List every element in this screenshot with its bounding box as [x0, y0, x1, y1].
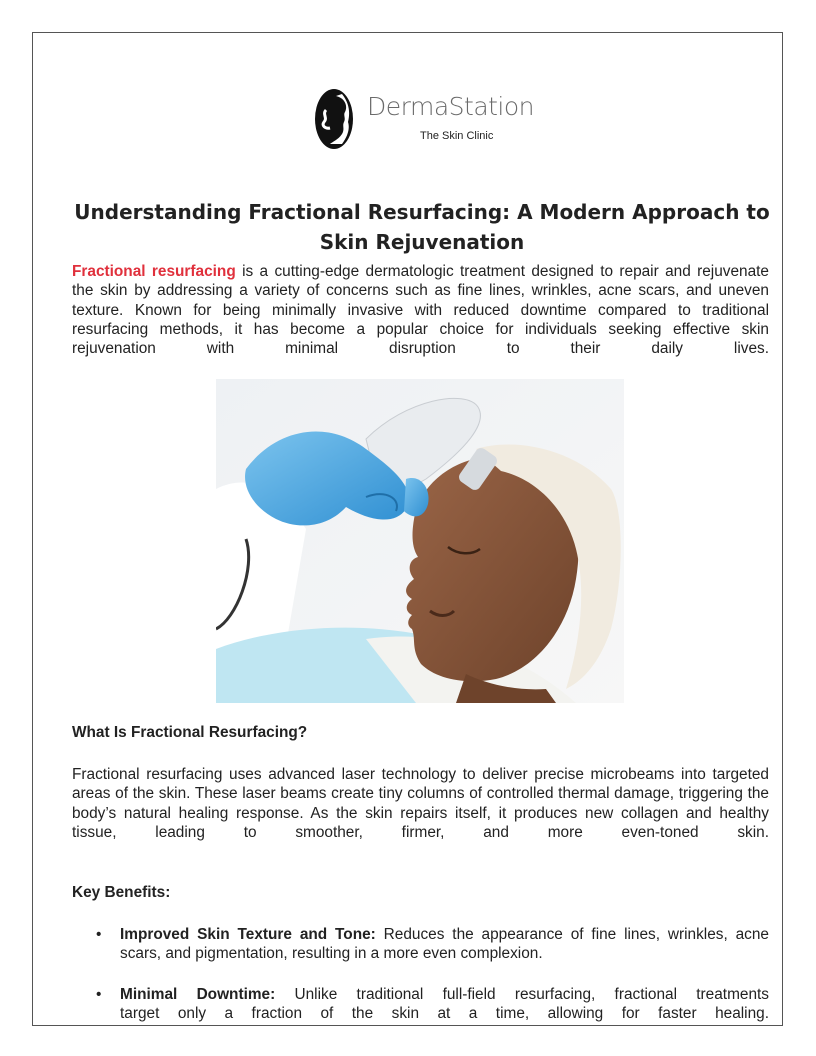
- face-profile-logo-icon: [312, 82, 362, 152]
- benefit-title: Minimal Downtime:: [120, 986, 276, 1003]
- page-title: Understanding Fractional Resurfacing: A Modern Approach to Skin Rejuvenation: [74, 200, 770, 254]
- logo-brand-name: DermaStation: [367, 92, 535, 121]
- bullet-icon: •: [96, 926, 102, 943]
- intro-text: is a cutting-edge dermatologic treatment designed to repair and rejuvenate the skin by addressing a variety of concerns such as fine lines, wrinkles, acne scars, and uneven texture. Known for being minimally invasive with reduced downtime compared to traditional resurfacing methods, it has become a popular choice for individuals seeking effective skin rejuvenation with minimal disruption to their daily lives.: [72, 263, 769, 358]
- clinic-logo: [312, 82, 535, 172]
- treatment-photo: [216, 379, 624, 703]
- intro-paragraph: [72, 262, 769, 378]
- fractional-resurfacing-link[interactable]: Fractional resurfacing: [72, 263, 236, 280]
- benefit-description: Unlike traditional full-field resurfacing, fractional treatments: [275, 986, 769, 1003]
- bullet-icon: •: [96, 986, 102, 1003]
- benefit-title: Improved Skin Texture and Tone:: [120, 926, 376, 943]
- what-is-paragraph: Fractional resurfacing uses advanced laser technology to deliver precise microbeams into targeted areas of the skin. These laser beams create tiny columns of controlled thermal damage, triggering the body’s natural healing response. As the skin repairs itself, it produces new collagen and healthy tissue, leading to smoother, firmer, and more even-toned skin.: [72, 766, 769, 841]
- section-heading-key-benefits: Key Benefits:: [72, 884, 171, 901]
- section-heading-what-is: What Is Fractional Resurfacing?: [72, 724, 308, 741]
- benefit-description: Reduces the appearance of fine lines, wrinkles, acne scars, and pigmentation, resulting in a more even complexion.: [120, 926, 769, 963]
- benefit-description-continued: target only a fraction of the skin at a time, allowing for faster healing.: [120, 1005, 769, 1023]
- logo-tagline: The Skin Clinic: [420, 130, 494, 142]
- benefit-text: [120, 985, 769, 1024]
- benefit-text: [120, 925, 769, 964]
